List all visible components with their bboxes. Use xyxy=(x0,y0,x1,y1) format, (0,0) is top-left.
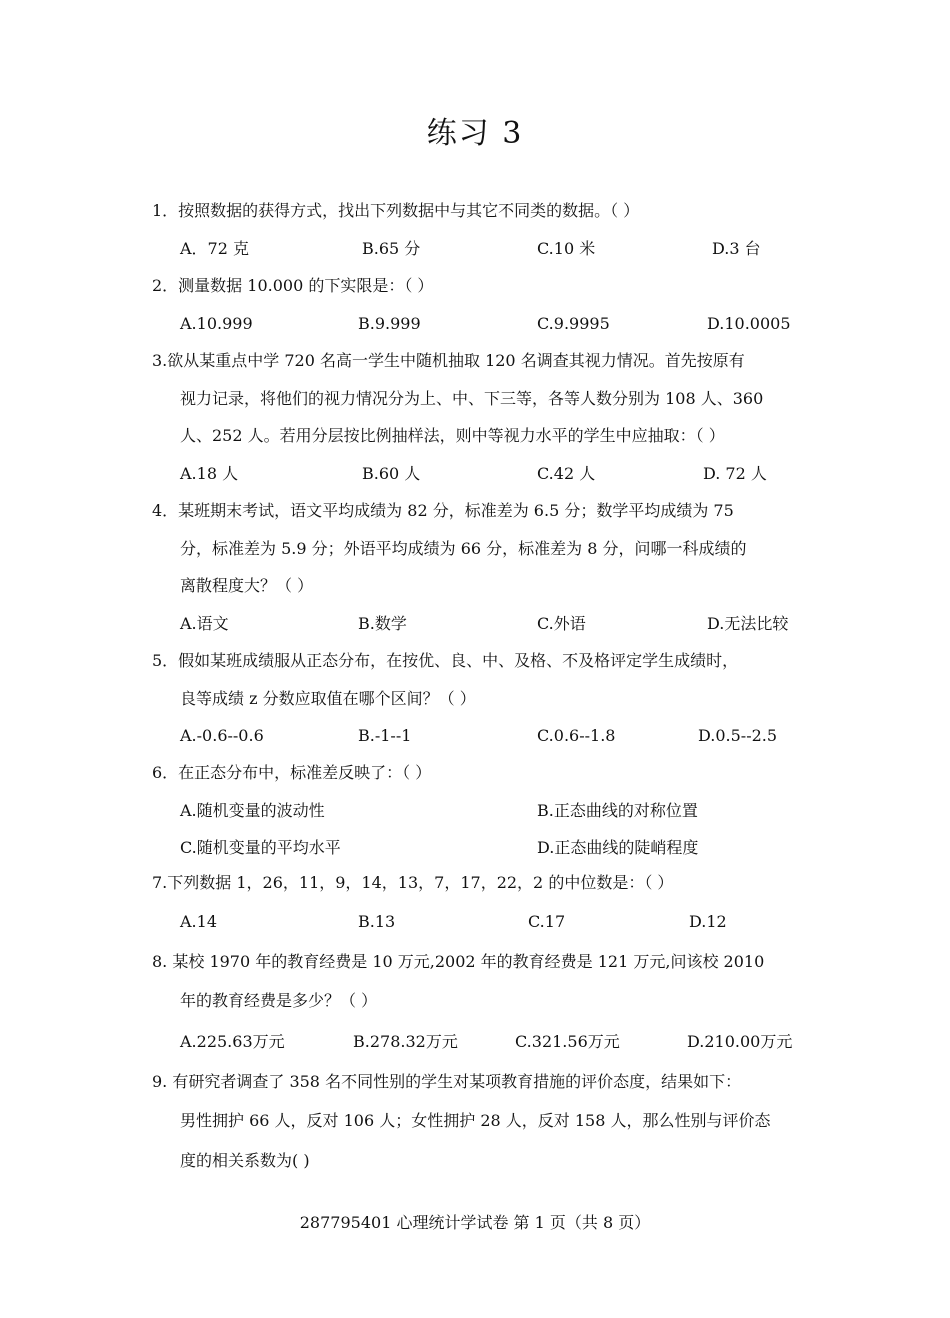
question-8-option-d: D.210.00万元 xyxy=(687,1032,793,1051)
question-1-line-1: 1．按照数据的获得方式，找出下列数据中与其它不同类的数据。（ ） xyxy=(152,201,640,220)
question-6-option-b: B.正态曲线的对称位置 xyxy=(537,801,698,820)
question-9-line-1: 9. 有研究者调查了 358 名不同性别的学生对某项教育措施的评价态度，结果如下： xyxy=(152,1072,742,1091)
question-1-option-a: A．72 克 xyxy=(180,239,250,258)
question-1-option-c: C.10 米 xyxy=(537,239,596,258)
question-4-line-3: 离散程度大？（ ） xyxy=(180,576,314,595)
question-5-option-c: C.0.6--1.8 xyxy=(537,726,616,745)
question-3-option-b: B.60 人 xyxy=(362,464,421,483)
question-5-line-2: 良等成绩 z 分数应取值在哪个区间？（ ） xyxy=(180,689,476,708)
page-title: 练习 3 xyxy=(426,116,524,151)
question-6-option-d: D.正态曲线的陡峭程度 xyxy=(537,838,699,857)
question-4-option-a: A.语文 xyxy=(180,614,229,633)
question-4-option-d: D.无法比较 xyxy=(707,614,789,633)
question-5-option-d: D.0.5--2.5 xyxy=(698,726,778,745)
question-8-line-1: 8. 某校 1970 年的教育经费是 10 万元,2002 年的教育经费是 121 万元,问该校 2010 xyxy=(152,952,765,971)
question-5-line-1: 5．假如某班成绩服从正态分布，在按优、良、中、及格、不及格评定学生成绩时， xyxy=(152,651,739,670)
question-4-option-b: B.数学 xyxy=(358,614,407,633)
question-6-line-1: 6．在正态分布中，标准差反映了：（ ） xyxy=(152,763,432,782)
question-3-option-a: A.18 人 xyxy=(180,464,239,483)
question-8-option-b: B.278.32万元 xyxy=(353,1032,458,1051)
question-4-option-c: C.外语 xyxy=(537,614,586,633)
question-3-option-d: D. 72 人 xyxy=(703,464,767,483)
question-4-line-2: 分，标准差为 5.9 分；外语平均成绩为 66 分，标准差为 8 分，问哪一科成绩的 xyxy=(180,539,747,558)
question-7-line-1: 7.下列数据 1，26，11，9，14，13，7，17，22，2 的中位数是：（ ） xyxy=(152,873,674,892)
question-7-option-d: D.12 xyxy=(689,912,727,931)
question-7-option-b: B.13 xyxy=(358,912,396,931)
question-8-option-c: C.321.56万元 xyxy=(515,1032,620,1051)
question-3-line-2: 视力记录，将他们的视力情况分为上、中、下三等，各等人数分别为 108 人、360 xyxy=(180,389,764,408)
question-8-line-2: 年的教育经费是多少？（ ） xyxy=(180,991,378,1010)
question-6-option-c: C.随机变量的平均水平 xyxy=(180,838,341,857)
question-2-option-d: D.10.0005 xyxy=(707,314,791,333)
question-1-option-d: D.3 台 xyxy=(712,239,761,258)
question-8-option-a: A.225.63万元 xyxy=(180,1032,285,1051)
question-2-option-a: A.10.999 xyxy=(180,314,253,333)
question-7-option-a: A.14 xyxy=(180,912,217,931)
question-4-line-1: 4．某班期末考试，语文平均成绩为 82 分，标准差为 6.5 分；数学平均成绩为 75 xyxy=(152,501,734,520)
question-5-option-a: A.-0.6--0.6 xyxy=(180,726,264,745)
question-9-line-3: 度的相关系数为( ) xyxy=(180,1151,310,1170)
question-1-option-b: B.65 分 xyxy=(362,239,421,258)
question-3-option-c: C.42 人 xyxy=(537,464,596,483)
question-3-line-3: 人、252 人。若用分层按比例抽样法，则中等视力水平的学生中应抽取：（ ） xyxy=(180,426,725,445)
page-footer: 287795401 心理统计学试卷 第 1 页（共 8 页） xyxy=(299,1213,651,1232)
question-6-option-a: A.随机变量的波动性 xyxy=(180,801,325,820)
question-2-line-1: 2．测量数据 10.000 的下实限是：（ ） xyxy=(152,276,434,295)
question-2-option-c: C.9.9995 xyxy=(537,314,610,333)
question-9-line-2: 男性拥护 66 人，反对 106 人；女性拥护 28 人，反对 158 人，那么性别与评价态 xyxy=(180,1111,771,1130)
question-5-option-b: B.-1--1 xyxy=(358,726,412,745)
question-7-option-c: C.17 xyxy=(528,912,566,931)
question-2-option-b: B.9.999 xyxy=(358,314,421,333)
question-3-line-1: 3.欲从某重点中学 720 名高一学生中随机抽取 120 名调查其视力情况。首先按原有 xyxy=(152,351,745,370)
